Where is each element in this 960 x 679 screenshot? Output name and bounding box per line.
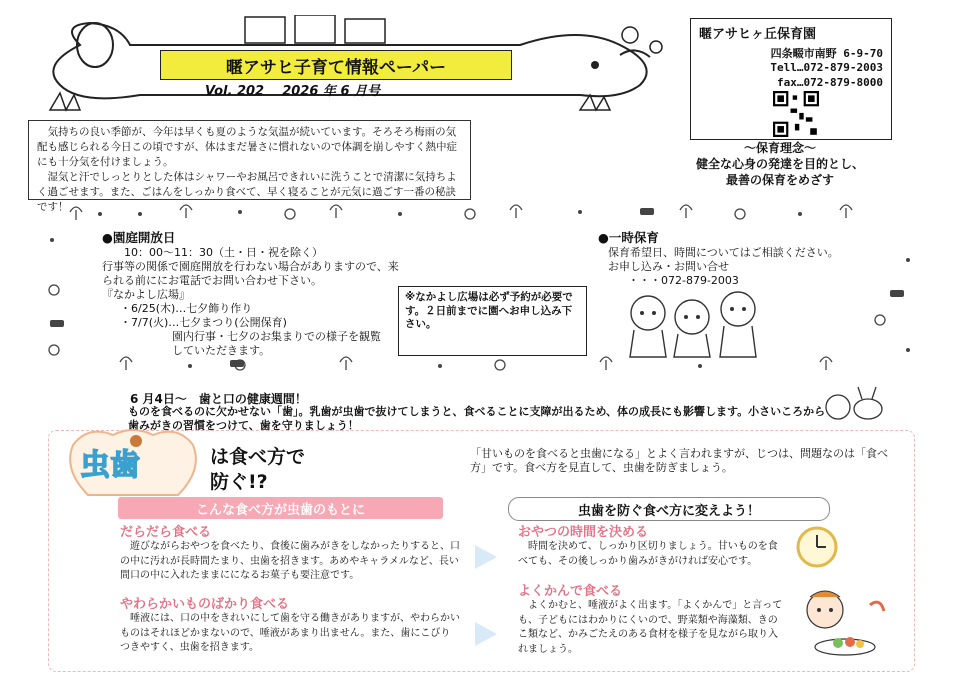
children-illustration xyxy=(620,285,770,360)
bad-habits-ribbon: こんな食べ方が虫歯のもとに xyxy=(118,497,443,519)
issue-date: 2026 年 6 月号 xyxy=(282,84,381,99)
clock-icon xyxy=(795,525,840,570)
cavity-title: 虫歯 xyxy=(80,448,140,483)
child-eating-illustration xyxy=(790,585,890,660)
bad-habit-1-text: 遊びながらおやつを食べたり、食後に歯みがきをしなかったりすると、口の中に汚れが長時間たまり、虫歯を招きます。あめやキャラメルなど、長い間口の中に入れたままにになるお菓子も要注意です。 xyxy=(120,541,460,581)
plaza-item-2: ・7/7(火)…七夕まつり(公開保育) xyxy=(120,316,287,329)
bad-habit-2-title: やわらかいものばかり食べる xyxy=(120,597,290,612)
nursery-address: 四条畷市南野 6-9-70 xyxy=(770,47,883,60)
good-habit-1-title: おやつの時間を決める xyxy=(518,525,649,540)
cavity-subtitle-2: 防ぐ!? xyxy=(210,471,268,493)
cavity-intro: 「甘いものを食べると虫歯になる」とよく言われますが、じつは、問題なのは「食べ方」です。食べ方を見直して、虫歯を防ぎましょう。 xyxy=(470,447,888,474)
policy-line2: 最善の保育をめざす xyxy=(725,173,834,187)
good-habit-2-title: よくかんで食べる xyxy=(518,584,623,599)
temp-care-phone: ・・・072-879-2003 xyxy=(628,274,739,287)
intro-message xyxy=(28,120,471,213)
policy-heading: ～保育理念～ xyxy=(743,141,816,155)
good-habit-1-text: 時間を決めて、しっかり区切りましょう。甘いものを食べても、その後しっかり歯みがきがければ安心です。 xyxy=(518,541,778,567)
plaza-title: 『なかよし広場』 xyxy=(102,288,190,301)
nursery-fax: fax…072-879-8000 xyxy=(777,76,883,89)
nursery-policy xyxy=(655,140,905,188)
good-habits-ribbon: 虫歯を防ぐ食べ方に変えよう！ xyxy=(508,497,830,521)
bad-habit-1-title: だらだら食べる xyxy=(120,525,212,540)
plaza-item-1: ・6/25(木)…七夕飾り作り xyxy=(120,302,253,315)
toothbrush-animal-icon xyxy=(818,385,888,425)
reservation-note: ※なかよし広場は必ず予約が必要です。２日前までに園へお申し込み下さい。 xyxy=(398,286,587,356)
good-habit-1 xyxy=(518,521,778,569)
bad-habit-1 xyxy=(120,521,460,584)
good-habit-2 xyxy=(518,580,783,657)
arrow-right-icon xyxy=(475,545,497,569)
bad-habit-2 xyxy=(120,593,460,656)
teeth-week-desc: ものを食べるのに欠かせない「歯」。乳歯が虫歯で抜けてしまうと、食べることに支障が出るため、体の成長にも影響します。小さいころから歯みがきの習慣をつけて、歯を守りましょう！ xyxy=(128,405,826,432)
temp-care-contact: お申し込み・お問い合せ xyxy=(608,260,729,273)
policy-line1: 健全な心身の発達を目的とし、 xyxy=(695,157,864,171)
garden-open-section xyxy=(102,228,407,358)
issue-info xyxy=(205,80,380,99)
intro-line1: 気持ちの良い季節が、今年は早くも夏のような気温が続いています。そろそろ梅雨の気配も感じられる今日この頃ですが、体はまだ暑さに慣れないので体調を崩しやすく熱中症にも十分気を付けましょう。 xyxy=(37,126,457,168)
plaza-item-2-detail: 園内行事・七夕のお集まりでの様子を観覧していただきます。 xyxy=(172,330,381,357)
garden-desc: 行事等の関係で園庭開放を行わない場合がありますので、来られる前ににお電話でお問い合わせ下さい。 xyxy=(102,260,399,287)
newsletter-title: 暱アサヒ子育て情報ペーパー xyxy=(160,50,512,80)
qr-code-icon xyxy=(773,91,819,137)
temp-care-section xyxy=(598,228,848,288)
nursery-tel: Tell…072-879-2003 xyxy=(770,61,883,74)
garden-time: 10：00～11：30（土・日・祝を除く） xyxy=(124,246,323,259)
teeth-week-title: 6 月4日～ 歯と口の健康週間！ xyxy=(130,392,307,406)
cavity-subtitle xyxy=(210,445,305,495)
bad-habit-2-text: 唾液には、口の中をきれいにして歯を守る働きがありますが、やわらかいものはそれほどかまないので、唾液があまり出ません。また、歯にこびりつきやすく、虫歯を招きます。 xyxy=(120,613,460,653)
arrow-right-icon xyxy=(475,622,497,646)
nursery-name: 暱アサヒヶ丘保育園 xyxy=(699,27,817,42)
nursery-contact-box xyxy=(690,18,892,140)
good-habit-2-text: よくかむと、唾液がよく出ます。「よくかんで」と言っても、子どもにはわかりにくいので、野菜類や海藻類、きのこ類など、かみごたえのある食材を様子を見ながら取り入れましょう。 xyxy=(518,600,783,655)
cavity-subtitle-1: は食べ方で xyxy=(210,446,306,468)
issue-volume: Vol. 202 xyxy=(205,84,265,99)
intro-line2: 湿気と汗でしっとりとした体はシャワーやお風呂できれいに洗うことで清潔に気持ちよく過ごせます。また、ごはんをしっかり食べて、早く寝ることが元気に過ごす一番の秘訣です！ xyxy=(37,171,457,213)
temp-care-title: ●一時保育 xyxy=(598,230,659,245)
temp-care-desc: 保育希望日、時間についてはご相談ください。 xyxy=(608,246,839,259)
garden-title: ●園庭開放日 xyxy=(102,230,176,245)
